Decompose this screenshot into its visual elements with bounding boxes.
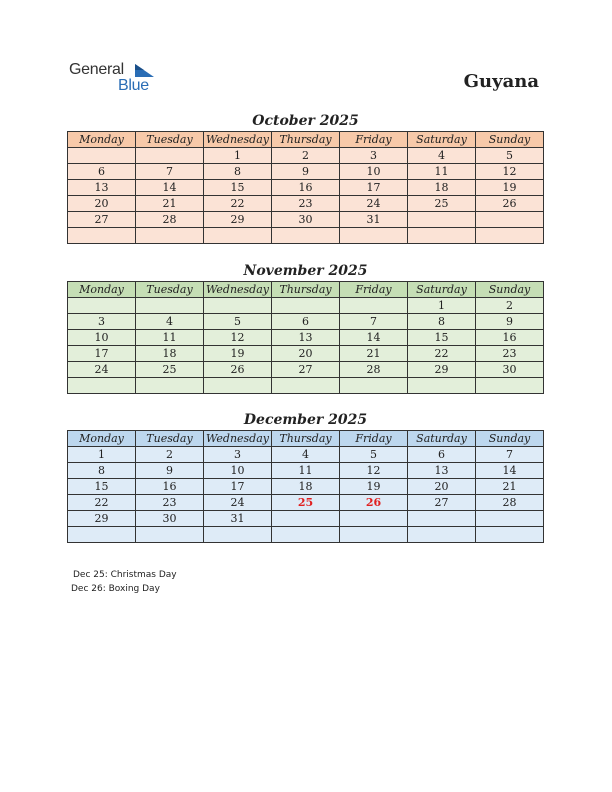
week-row: [68, 180, 544, 196]
month-title: December 2025: [243, 412, 368, 428]
day-cell: 30: [476, 362, 544, 378]
day-cell: 12: [204, 330, 272, 346]
day-cell: 16: [136, 479, 204, 495]
day-cell: 31: [340, 212, 408, 228]
day-cell: 26: [476, 196, 544, 212]
day-cell: 5: [204, 314, 272, 330]
day-cell: 3: [204, 447, 272, 463]
empty-day-cell: [476, 527, 544, 543]
day-cell: 15: [68, 479, 136, 495]
empty-day-cell: [340, 228, 408, 244]
day-cell: 9: [136, 463, 204, 479]
week-row: [68, 346, 544, 362]
empty-day-cell: [272, 298, 340, 314]
month-table: [67, 281, 544, 394]
day-cell: 10: [68, 330, 136, 346]
day-cell: 19: [204, 346, 272, 362]
day-cell: 18: [408, 180, 476, 196]
week-row: [68, 330, 544, 346]
day-cell: 2: [272, 148, 340, 164]
empty-day-cell: [272, 228, 340, 244]
day-cell: 5: [340, 447, 408, 463]
week-row: [68, 314, 544, 330]
empty-day-cell: [408, 527, 476, 543]
weekday-header: Monday: [68, 431, 136, 447]
week-row: [68, 212, 544, 228]
holiday-day-cell: 26: [340, 495, 408, 511]
day-cell: 22: [408, 346, 476, 362]
weekday-header: Sunday: [476, 282, 544, 298]
holiday-note: Dec 26: Boxing Day: [71, 584, 160, 594]
week-row: [68, 298, 544, 314]
day-cell: 7: [476, 447, 544, 463]
week-row: [68, 196, 544, 212]
day-cell: 10: [340, 164, 408, 180]
weekday-header: Monday: [68, 282, 136, 298]
day-cell: 13: [272, 330, 340, 346]
day-cell: 24: [204, 495, 272, 511]
day-cell: 25: [408, 196, 476, 212]
weekday-header: Wednesday: [204, 282, 272, 298]
empty-day-cell: [204, 228, 272, 244]
day-cell: 8: [204, 164, 272, 180]
day-cell: 7: [340, 314, 408, 330]
month-calendar: [67, 261, 544, 394]
month-title: October 2025: [252, 113, 359, 129]
weekday-header: Saturday: [408, 132, 476, 148]
empty-day-cell: [68, 148, 136, 164]
empty-day-cell: [272, 527, 340, 543]
empty-day-cell: [204, 527, 272, 543]
weekday-header: Saturday: [408, 282, 476, 298]
empty-day-cell: [136, 298, 204, 314]
empty-day-cell: [476, 212, 544, 228]
month-calendar: [67, 111, 544, 244]
day-cell: 6: [408, 447, 476, 463]
month-title: November 2025: [243, 263, 368, 279]
empty-day-cell: [272, 378, 340, 394]
day-cell: 28: [340, 362, 408, 378]
day-cell: 21: [476, 479, 544, 495]
day-cell: 21: [340, 346, 408, 362]
week-row: [68, 148, 544, 164]
weekday-header: Tuesday: [136, 282, 204, 298]
empty-day-cell: [68, 228, 136, 244]
day-cell: 18: [272, 479, 340, 495]
week-row: [68, 527, 544, 543]
empty-day-cell: [340, 298, 408, 314]
weekday-header: Thursday: [272, 431, 340, 447]
month-calendar: [67, 410, 544, 543]
empty-day-cell: [136, 527, 204, 543]
weekday-header: Tuesday: [136, 431, 204, 447]
day-cell: 8: [68, 463, 136, 479]
logo-flag-icon: [135, 64, 154, 77]
day-cell: 27: [408, 495, 476, 511]
day-cell: 6: [272, 314, 340, 330]
empty-day-cell: [476, 511, 544, 527]
day-cell: 4: [272, 447, 340, 463]
empty-day-cell: [136, 228, 204, 244]
day-cell: 12: [340, 463, 408, 479]
weekday-header: Friday: [340, 132, 408, 148]
day-cell: 11: [272, 463, 340, 479]
week-row: [68, 463, 544, 479]
day-cell: 21: [136, 196, 204, 212]
day-cell: 30: [136, 511, 204, 527]
day-cell: 6: [68, 164, 136, 180]
weekday-header: Sunday: [476, 431, 544, 447]
country-title: Guyana: [463, 71, 539, 92]
day-cell: 1: [68, 447, 136, 463]
day-cell: 29: [408, 362, 476, 378]
weekday-header: Thursday: [272, 282, 340, 298]
day-cell: 7: [136, 164, 204, 180]
day-cell: 16: [272, 180, 340, 196]
day-cell: 15: [204, 180, 272, 196]
weekday-header: Friday: [340, 431, 408, 447]
week-row: [68, 495, 544, 511]
day-cell: 1: [408, 298, 476, 314]
day-cell: 28: [136, 212, 204, 228]
day-cell: 4: [408, 148, 476, 164]
generalblue-logo: [69, 61, 159, 97]
day-cell: 1: [204, 148, 272, 164]
day-cell: 20: [408, 479, 476, 495]
day-cell: 17: [340, 180, 408, 196]
empty-day-cell: [136, 148, 204, 164]
day-cell: 3: [68, 314, 136, 330]
day-cell: 5: [476, 148, 544, 164]
empty-day-cell: [408, 228, 476, 244]
day-cell: 23: [136, 495, 204, 511]
empty-day-cell: [476, 378, 544, 394]
day-cell: 17: [68, 346, 136, 362]
weekday-header: Sunday: [476, 132, 544, 148]
empty-day-cell: [204, 378, 272, 394]
day-cell: 20: [68, 196, 136, 212]
day-cell: 11: [408, 164, 476, 180]
day-cell: 14: [340, 330, 408, 346]
day-cell: 2: [136, 447, 204, 463]
empty-day-cell: [408, 511, 476, 527]
day-cell: 27: [272, 362, 340, 378]
day-cell: 16: [476, 330, 544, 346]
weekday-header: Saturday: [408, 431, 476, 447]
day-cell: 9: [476, 314, 544, 330]
day-cell: 29: [68, 511, 136, 527]
day-cell: 28: [476, 495, 544, 511]
day-cell: 29: [204, 212, 272, 228]
weekday-header: Wednesday: [204, 132, 272, 148]
empty-day-cell: [340, 378, 408, 394]
day-cell: 14: [476, 463, 544, 479]
empty-day-cell: [68, 378, 136, 394]
week-row: [68, 511, 544, 527]
week-row: [68, 362, 544, 378]
day-cell: 22: [68, 495, 136, 511]
empty-day-cell: [408, 212, 476, 228]
week-row: [68, 228, 544, 244]
day-cell: 23: [476, 346, 544, 362]
day-cell: 4: [136, 314, 204, 330]
empty-day-cell: [136, 378, 204, 394]
empty-day-cell: [340, 527, 408, 543]
logo-text-blue: Blue: [118, 77, 149, 94]
month-table: [67, 430, 544, 543]
day-cell: 24: [68, 362, 136, 378]
empty-day-cell: [68, 527, 136, 543]
week-row: [68, 378, 544, 394]
day-cell: 9: [272, 164, 340, 180]
week-row: [68, 479, 544, 495]
holiday-day-cell: 25: [272, 495, 340, 511]
weekday-header: Thursday: [272, 132, 340, 148]
day-cell: 25: [136, 362, 204, 378]
day-cell: 27: [68, 212, 136, 228]
holiday-notes: [73, 568, 177, 596]
weekday-header-row: [68, 282, 544, 298]
day-cell: 10: [204, 463, 272, 479]
weekday-header: Tuesday: [136, 132, 204, 148]
month-table: [67, 131, 544, 244]
day-cell: 15: [408, 330, 476, 346]
day-cell: 12: [476, 164, 544, 180]
day-cell: 13: [68, 180, 136, 196]
day-cell: 23: [272, 196, 340, 212]
day-cell: 11: [136, 330, 204, 346]
week-row: [68, 164, 544, 180]
logo-text-general: General: [69, 61, 124, 78]
empty-day-cell: [204, 298, 272, 314]
day-cell: 18: [136, 346, 204, 362]
empty-day-cell: [408, 378, 476, 394]
day-cell: 19: [340, 479, 408, 495]
empty-day-cell: [272, 511, 340, 527]
day-cell: 30: [272, 212, 340, 228]
empty-day-cell: [476, 228, 544, 244]
empty-day-cell: [68, 298, 136, 314]
day-cell: 17: [204, 479, 272, 495]
day-cell: 31: [204, 511, 272, 527]
day-cell: 3: [340, 148, 408, 164]
day-cell: 24: [340, 196, 408, 212]
weekday-header-row: [68, 431, 544, 447]
day-cell: 26: [204, 362, 272, 378]
day-cell: 19: [476, 180, 544, 196]
day-cell: 8: [408, 314, 476, 330]
weekday-header: Friday: [340, 282, 408, 298]
weekday-header-row: [68, 132, 544, 148]
day-cell: 13: [408, 463, 476, 479]
day-cell: 20: [272, 346, 340, 362]
weekday-header: Monday: [68, 132, 136, 148]
day-cell: 22: [204, 196, 272, 212]
week-row: [68, 447, 544, 463]
weekday-header: Wednesday: [204, 431, 272, 447]
day-cell: 2: [476, 298, 544, 314]
holiday-note: Dec 25: Christmas Day: [73, 570, 177, 580]
day-cell: 14: [136, 180, 204, 196]
empty-day-cell: [340, 511, 408, 527]
